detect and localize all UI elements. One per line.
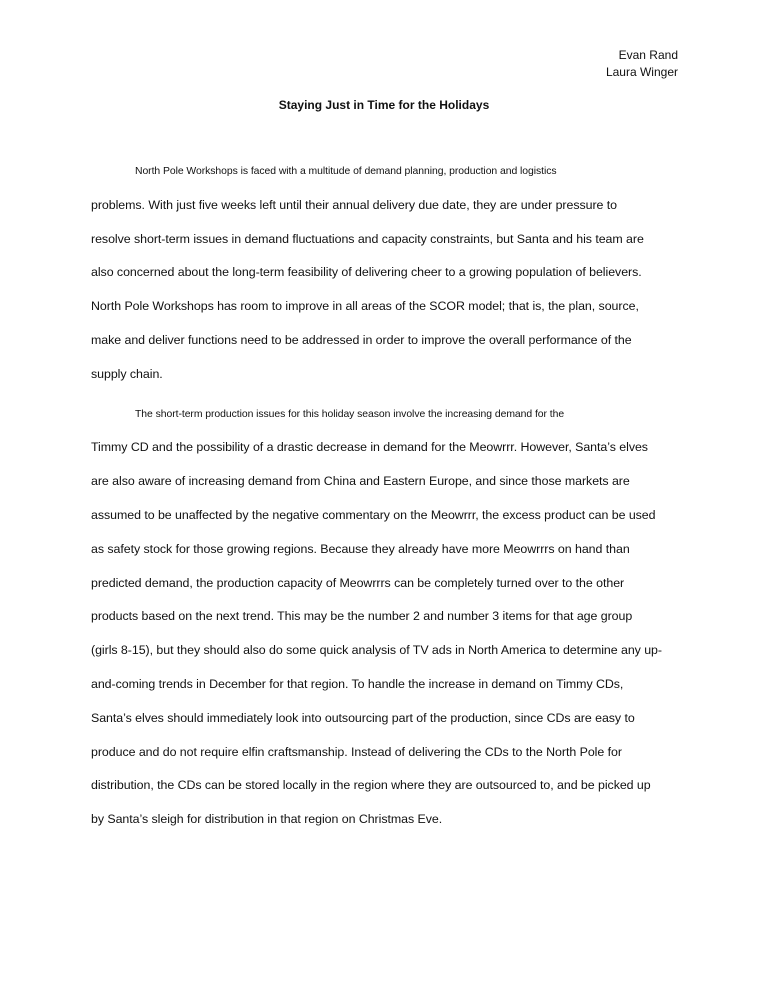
paragraph <box>91 155 681 392</box>
author-name: Evan Rand <box>618 48 678 62</box>
text-line: by Santa’s sleigh for distribution in that region on Christmas Eve. <box>91 812 443 827</box>
document-title: Staying Just in Time for the Holidays <box>278 98 490 112</box>
document-body <box>91 155 681 843</box>
text-line: North Pole Workshops has room to improve in all areas of the SCOR model; that is, the plan, source, <box>91 299 639 314</box>
text-line: make and deliver functions need to be addressed in order to improve the overall performance of the <box>91 332 632 347</box>
text-line: supply chain. <box>91 366 163 381</box>
text-line: produce and do not require elfin craftsmanship. Instead of delivering the CDs to the North Pole for <box>91 744 622 759</box>
text-line: predicted demand, the production capacity of Meowrrrs can be completely turned over to the other <box>91 575 625 590</box>
text-line: are also aware of increasing demand from China and Eastern Europe, and since those markets are <box>91 474 630 489</box>
text-line: (girls 8-15), but they should also do some quick analysis of TV ads in North America to determine any up- <box>91 643 662 658</box>
text-line: problems. With just five weeks left until their annual delivery due date, they are under pressure to <box>91 197 618 212</box>
text-line: as safety stock for those growing regions. Because they already have more Meowrrrs on hand than <box>91 541 630 556</box>
text-line: assumed to be unaffected by the negative commentary on the Meowrrr, the excess product can be used <box>91 507 656 522</box>
text-line: Santa’s elves should immediately look into outsourcing part of the production, since CDs are easy to <box>91 710 635 725</box>
text-line: resolve short-term issues in demand fluctuations and capacity constraints, but Santa and his team are <box>91 231 644 246</box>
author-name: Laura Winger <box>605 65 678 79</box>
text-line: products based on the next trend. This may be the number 2 and number 3 items for that age group <box>91 609 633 624</box>
text-line: distribution, the CDs can be stored locally in the region where they are outsourced to, and be picked up <box>91 778 651 793</box>
text-line: The short-term production issues for this holiday season involve the increasing demand for the <box>135 408 565 420</box>
text-line: Timmy CD and the possibility of a drastic decrease in demand for the Meowrrr. However, Santa’s elves <box>91 440 648 455</box>
text-line: and-coming trends in December for that region. To handle the increase in demand on Timmy CDs, <box>91 676 624 691</box>
text-line: North Pole Workshops is faced with a multitude of demand planning, production and logistics <box>135 166 557 177</box>
paragraph <box>91 398 681 837</box>
text-line: also concerned about the long-term feasibility of delivering cheer to a growing population of believers. <box>91 265 642 280</box>
author-block <box>606 47 678 81</box>
